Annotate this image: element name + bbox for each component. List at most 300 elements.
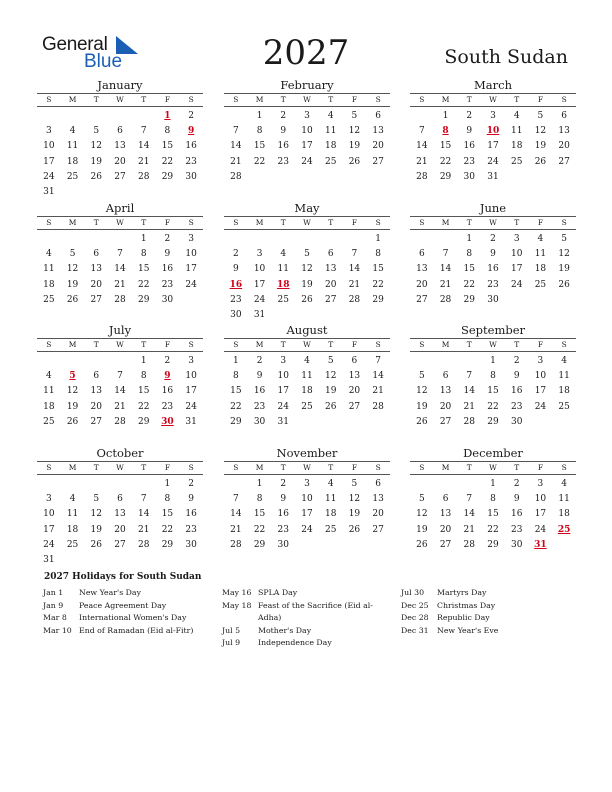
weekday-label: S <box>46 463 52 472</box>
day-cell: 19 <box>66 401 79 412</box>
day-cell: 31 <box>185 416 197 427</box>
weekday-label: T <box>280 340 286 349</box>
day-cell: 5 <box>351 479 358 489</box>
weekday-label: W <box>489 340 497 349</box>
day-cell: 25 <box>66 171 79 182</box>
day-cell: 16 <box>253 386 266 397</box>
holiday-name: Feast of the Sacrifice (Eid al-Adha) <box>258 600 373 622</box>
weekday-label: S <box>375 218 381 227</box>
day-cell: 17 <box>301 509 313 520</box>
month-october <box>37 446 203 568</box>
day-cell: 11 <box>43 264 55 275</box>
day-cell: 13 <box>114 141 126 152</box>
weekday-label: S <box>419 340 425 349</box>
day-cell: 10 <box>43 509 55 520</box>
weekday-label: T <box>514 340 520 349</box>
empty-cell <box>61 232 85 247</box>
weekday-header <box>410 461 576 475</box>
day-cell: 28 <box>463 416 475 427</box>
weekday-label: W <box>116 218 124 227</box>
empty-cell <box>434 477 458 492</box>
day-cell: 8 <box>164 126 171 137</box>
month-name: June <box>479 201 507 215</box>
day-cell: 10 <box>510 249 523 260</box>
day-cell: 30 <box>510 539 523 550</box>
day-cell: 1 <box>375 234 381 244</box>
day-cell: 16 <box>161 386 174 397</box>
weekday-label: S <box>188 218 194 227</box>
day-cell: 22 <box>230 401 242 412</box>
month-april <box>37 201 203 308</box>
empty-cell <box>410 477 434 492</box>
day-cell: 8 <box>140 371 147 382</box>
holiday-entry <box>222 587 392 600</box>
day-cell: 24 <box>253 294 266 305</box>
holiday-day: 8 <box>442 126 449 137</box>
day-cell: 9 <box>280 126 287 137</box>
weekday-label: S <box>188 340 194 349</box>
day-cell: 7 <box>117 371 123 382</box>
day-cell: 27 <box>90 416 102 427</box>
day-cell: 13 <box>90 264 102 275</box>
holiday-day: 5 <box>69 371 76 382</box>
holiday-name: New Year's Eve <box>437 625 499 635</box>
day-cell: 27 <box>439 416 452 427</box>
day-cell: 6 <box>117 494 123 505</box>
day-cell: 5 <box>327 356 334 366</box>
weekday-label: T <box>93 218 99 227</box>
day-cell: 6 <box>327 249 334 260</box>
day-cell: 24 <box>301 156 313 167</box>
day-cell: 19 <box>416 401 428 412</box>
day-cell: 6 <box>442 494 449 505</box>
day-cell: 12 <box>534 126 547 137</box>
day-cell: 23 <box>510 401 523 412</box>
day-cell: 17 <box>277 386 289 397</box>
holiday-entry <box>43 600 213 613</box>
day-cell: 3 <box>188 356 194 366</box>
day-cell: 20 <box>348 386 361 397</box>
day-cell: 26 <box>416 416 428 427</box>
day-cell: 2 <box>466 111 473 121</box>
day-cell: 5 <box>93 494 100 505</box>
day-cell: 22 <box>253 524 266 535</box>
weekday-label: T <box>466 95 472 104</box>
day-cell: 18 <box>66 156 79 167</box>
day-cell: 2 <box>490 234 496 244</box>
empty-cell <box>410 109 434 124</box>
day-cell: 21 <box>114 279 126 290</box>
holiday-entry <box>222 600 392 625</box>
day-cell: 2 <box>188 479 194 489</box>
day-cell: 1 <box>256 111 263 121</box>
empty-cell <box>37 232 61 247</box>
day-cell: 7 <box>140 494 147 505</box>
day-cell: 1 <box>164 479 171 489</box>
day-cell: 28 <box>230 171 242 182</box>
month-name: December <box>463 446 523 460</box>
weekday-label: W <box>303 95 311 104</box>
weekday-header <box>224 93 390 107</box>
weekday-label: M <box>255 95 264 104</box>
day-cell: 26 <box>534 156 547 167</box>
day-cell: 26 <box>90 171 102 182</box>
day-cell: 22 <box>161 156 174 167</box>
weekday-label: S <box>561 95 567 104</box>
day-cell: 15 <box>487 386 499 397</box>
weekday-label: S <box>419 463 425 472</box>
empty-cell <box>108 477 132 492</box>
day-cell: 12 <box>416 509 428 520</box>
day-cell: 30 <box>510 416 523 427</box>
day-cell: 5 <box>418 371 425 382</box>
day-cell: 11 <box>534 249 547 260</box>
day-cell: 27 <box>558 156 570 167</box>
day-cell: 13 <box>416 264 428 275</box>
holiday-entry <box>43 612 213 625</box>
holiday-date: Mar 8 <box>43 613 67 622</box>
day-cell: 21 <box>372 386 384 397</box>
day-cell: 27 <box>439 539 452 550</box>
day-cell: 14 <box>372 371 384 382</box>
weekday-label: M <box>441 340 450 349</box>
day-cell: 26 <box>558 279 570 290</box>
day-cell: 6 <box>93 371 100 382</box>
month-name: April <box>105 201 135 215</box>
day-cell: 1 <box>466 234 473 244</box>
month-july <box>37 323 203 430</box>
day-cell: 25 <box>510 156 523 167</box>
day-cell: 21 <box>463 524 475 535</box>
day-cell: 21 <box>114 401 126 412</box>
day-cell: 20 <box>324 279 337 290</box>
day-cell: 24 <box>277 401 289 412</box>
weekday-label: T <box>93 340 99 349</box>
weekday-label: T <box>93 463 99 472</box>
day-cell: 6 <box>375 479 381 489</box>
day-cell: 12 <box>348 494 361 505</box>
holiday-day: 9 <box>188 126 195 137</box>
day-cell: 16 <box>510 509 523 520</box>
day-cell: 2 <box>256 356 263 366</box>
day-cell: 19 <box>348 141 361 152</box>
day-cell: 30 <box>463 171 475 182</box>
day-cell: 12 <box>348 126 361 137</box>
day-grid <box>37 354 203 430</box>
day-cell: 5 <box>561 234 567 244</box>
empty-cell <box>271 232 295 247</box>
day-cell: 25 <box>277 294 289 305</box>
weekday-label: S <box>46 218 52 227</box>
holiday-date: Mar 10 <box>43 625 72 635</box>
day-cell: 21 <box>439 279 452 290</box>
day-cell: 23 <box>161 279 174 290</box>
day-cell: 11 <box>324 126 337 137</box>
holiday-date: Dec 25 <box>401 600 429 610</box>
day-cell: 28 <box>439 294 452 305</box>
day-cell: 6 <box>561 111 567 121</box>
day-cell: 2 <box>232 249 239 260</box>
weekday-label: T <box>466 340 472 349</box>
day-cell: 5 <box>418 494 425 505</box>
holiday-entry <box>401 600 571 613</box>
weekday-label: W <box>303 218 311 227</box>
weekday-label: W <box>303 340 311 349</box>
day-cell: 5 <box>69 249 76 260</box>
day-cell: 14 <box>416 141 428 152</box>
day-cell: 24 <box>534 524 547 535</box>
day-cell: 23 <box>463 156 475 167</box>
day-cell: 16 <box>510 386 523 397</box>
day-cell: 24 <box>185 279 197 290</box>
day-cell: 1 <box>490 356 496 366</box>
day-cell: 3 <box>537 479 544 489</box>
weekday-header <box>37 338 203 352</box>
holiday-entry <box>401 612 571 625</box>
day-cell: 18 <box>324 509 337 520</box>
weekday-label: M <box>441 95 450 104</box>
day-cell: 24 <box>43 539 55 550</box>
weekday-label: T <box>93 95 99 104</box>
day-cell: 18 <box>301 386 313 397</box>
day-cell: 8 <box>256 494 263 505</box>
day-cell: 16 <box>487 264 499 275</box>
weekday-label: S <box>561 340 567 349</box>
day-cell: 9 <box>188 494 194 505</box>
holiday-date: May 16 <box>222 588 252 597</box>
day-cell: 29 <box>230 416 242 427</box>
day-cell: 7 <box>232 494 239 505</box>
day-cell: 6 <box>375 111 381 121</box>
weekday-label: F <box>537 463 544 472</box>
day-cell: 19 <box>90 524 102 535</box>
weekday-header <box>37 216 203 230</box>
day-cell: 20 <box>114 156 126 167</box>
day-cell: 13 <box>324 264 337 275</box>
day-cell: 21 <box>137 524 150 535</box>
day-cell: 23 <box>510 524 523 535</box>
day-cell: 19 <box>324 386 337 397</box>
day-grid <box>224 232 390 323</box>
day-cell: 26 <box>66 416 79 427</box>
weekday-label: T <box>514 95 520 104</box>
month-february <box>224 78 390 185</box>
empty-cell <box>295 232 319 247</box>
day-cell: 15 <box>253 509 266 520</box>
day-cell: 7 <box>418 126 425 137</box>
day-cell: 21 <box>230 156 242 167</box>
day-cell: 10 <box>534 494 547 505</box>
day-cell: 8 <box>232 371 239 382</box>
day-grid <box>224 109 390 185</box>
day-cell: 18 <box>558 386 570 397</box>
day-cell: 23 <box>487 279 499 290</box>
day-cell: 16 <box>185 141 197 152</box>
day-cell: 17 <box>185 264 197 275</box>
day-cell: 21 <box>137 156 150 167</box>
day-cell: 19 <box>534 141 547 152</box>
day-cell: 10 <box>253 264 266 275</box>
weekday-header <box>410 338 576 352</box>
day-cell: 22 <box>253 156 266 167</box>
day-cell: 27 <box>114 539 126 550</box>
day-cell: 30 <box>253 416 266 427</box>
day-cell: 10 <box>277 371 289 382</box>
weekday-label: T <box>141 95 147 104</box>
logo-text-blue: Blue <box>84 51 123 72</box>
weekday-label: T <box>141 218 147 227</box>
day-cell: 16 <box>463 141 475 152</box>
day-cell: 20 <box>372 509 384 520</box>
day-cell: 4 <box>69 126 76 137</box>
day-cell: 19 <box>66 279 79 290</box>
day-cell: 29 <box>439 171 452 182</box>
month-june <box>410 201 576 308</box>
weekday-header <box>410 93 576 107</box>
empty-cell <box>84 232 108 247</box>
holiday-date: Dec 28 <box>401 613 429 622</box>
day-cell: 15 <box>137 264 150 275</box>
day-cell: 11 <box>510 126 523 137</box>
day-cell: 4 <box>304 356 310 366</box>
day-cell: 17 <box>301 141 313 152</box>
day-cell: 5 <box>93 126 100 137</box>
day-cell: 29 <box>487 539 499 550</box>
day-cell: 13 <box>439 386 452 397</box>
day-cell: 11 <box>558 494 570 505</box>
empty-cell <box>319 232 343 247</box>
day-cell: 18 <box>43 279 55 290</box>
day-cell: 8 <box>490 494 496 505</box>
day-cell: 4 <box>45 371 52 382</box>
day-cell: 3 <box>188 234 194 244</box>
weekday-label: F <box>351 95 358 104</box>
weekday-label: T <box>141 463 147 472</box>
day-cell: 17 <box>185 386 197 397</box>
day-cell: 25 <box>324 156 337 167</box>
day-cell: 18 <box>510 141 523 152</box>
day-cell: 28 <box>137 539 150 550</box>
weekday-header <box>410 216 576 230</box>
weekday-label: W <box>489 218 497 227</box>
day-cell: 30 <box>277 539 289 550</box>
day-cell: 16 <box>185 509 197 520</box>
day-grid <box>37 477 203 568</box>
day-cell: 15 <box>253 141 266 152</box>
weekday-label: F <box>537 340 544 349</box>
weekday-label: M <box>255 218 264 227</box>
holiday-name: Republic Day <box>437 613 490 622</box>
day-cell: 15 <box>439 141 452 152</box>
weekday-label: S <box>561 463 567 472</box>
day-cell: 3 <box>45 494 52 505</box>
day-cell: 1 <box>140 234 147 244</box>
day-cell: 22 <box>487 401 499 412</box>
day-cell: 20 <box>90 279 102 290</box>
weekday-label: S <box>188 463 194 472</box>
day-cell: 4 <box>561 356 567 366</box>
day-cell: 27 <box>114 171 126 182</box>
day-cell: 4 <box>327 111 334 121</box>
day-cell: 28 <box>372 401 384 412</box>
empty-cell <box>343 232 367 247</box>
weekday-label: T <box>466 218 472 227</box>
weekday-label: T <box>280 218 286 227</box>
day-cell: 3 <box>304 479 310 489</box>
weekday-label: W <box>489 95 497 104</box>
day-grid <box>410 232 576 308</box>
day-cell: 23 <box>185 524 197 535</box>
day-cell: 4 <box>537 234 544 244</box>
day-cell: 6 <box>117 126 123 137</box>
holiday-date: Jul 9 <box>222 638 241 647</box>
day-cell: 1 <box>256 479 263 489</box>
empty-cell <box>132 477 156 492</box>
empty-cell <box>224 232 248 247</box>
holiday-name: Mother's Day <box>258 625 312 635</box>
holiday-day: 9 <box>164 371 171 382</box>
weekday-label: M <box>68 463 77 472</box>
day-cell: 12 <box>90 509 102 520</box>
day-cell: 15 <box>372 264 384 275</box>
day-cell: 6 <box>418 249 425 260</box>
weekday-label: S <box>375 463 381 472</box>
day-cell: 3 <box>256 249 263 260</box>
holiday-entry <box>43 625 213 638</box>
month-september <box>410 323 576 430</box>
weekday-label: W <box>116 340 124 349</box>
day-cell: 29 <box>161 171 174 182</box>
day-cell: 26 <box>66 294 79 305</box>
day-cell: 14 <box>439 264 452 275</box>
holiday-name: New Year's Day <box>79 588 141 597</box>
empty-cell <box>84 354 108 369</box>
day-cell: 17 <box>43 524 55 535</box>
holiday-day: 31 <box>534 539 547 550</box>
day-cell: 7 <box>140 126 147 137</box>
day-cell: 11 <box>301 371 313 382</box>
day-cell: 26 <box>348 156 361 167</box>
holiday-entry <box>222 625 392 638</box>
day-cell: 7 <box>375 356 381 366</box>
day-cell: 26 <box>301 294 313 305</box>
day-cell: 28 <box>114 416 126 427</box>
day-cell: 14 <box>230 141 242 152</box>
month-name: May <box>294 201 320 215</box>
day-cell: 14 <box>114 386 126 397</box>
empty-cell <box>37 477 61 492</box>
day-cell: 15 <box>137 386 150 397</box>
month-name: March <box>474 78 512 92</box>
day-cell: 24 <box>301 524 313 535</box>
day-cell: 20 <box>416 279 428 290</box>
day-cell: 10 <box>301 126 313 137</box>
month-march <box>410 78 576 185</box>
day-cell: 18 <box>558 509 570 520</box>
day-cell: 24 <box>43 171 55 182</box>
day-grid <box>224 477 390 553</box>
day-cell: 9 <box>232 264 239 275</box>
day-cell: 18 <box>66 524 79 535</box>
day-cell: 28 <box>463 539 475 550</box>
day-cell: 14 <box>463 386 475 397</box>
holiday-entry <box>401 587 571 600</box>
weekday-label: S <box>46 340 52 349</box>
day-cell: 4 <box>561 479 567 489</box>
country-name: South Sudan <box>444 46 568 68</box>
day-cell: 7 <box>442 249 449 260</box>
day-cell: 11 <box>277 264 289 275</box>
